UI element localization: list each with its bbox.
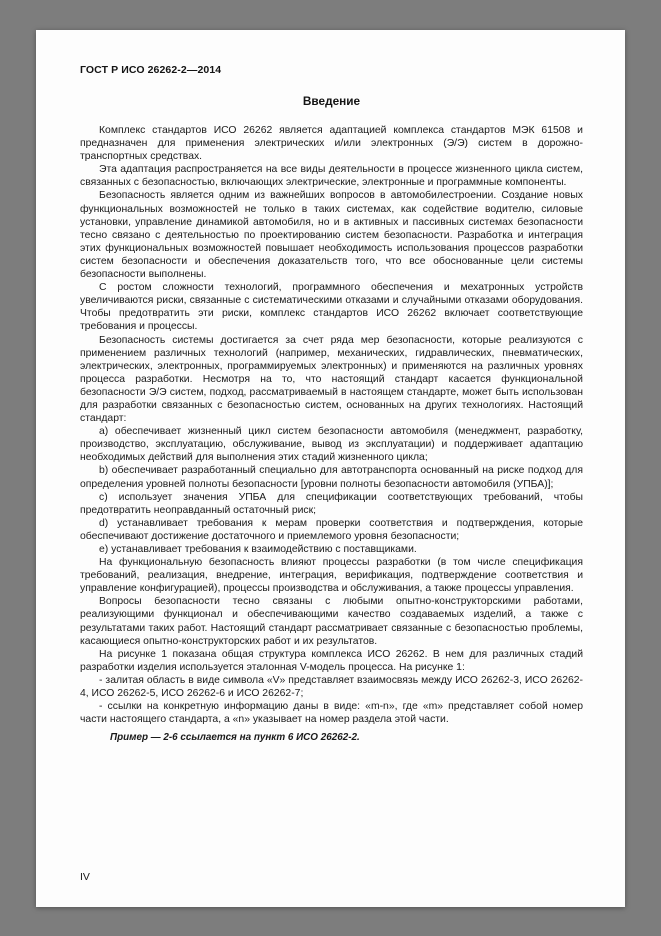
dash-item: - залитая область в виде символа «V» представляет взаимосвязь между ИСО 26262-3, ИСО 26262-4, ИСО 26262-5, ИСО 26262-6 и ИСО 26262-7;: [80, 674, 583, 700]
document-page: [36, 30, 625, 907]
paragraph: Безопасность системы достигается за счет ряда мер безопасности, которые реализуются с применением различных технологий (например, механических, гидравлических, пневматических, электрических, электронных, программируемых электронных) и применяются на различных уровнях процесса разработки. Несмотря на то, что настоящий стандарт касается функциональной безопасности Э/Э систем, подход, рассматриваемый в настоящем стандарте, может быть использован для разработки связанных с безопасностью систем, основанных на других технологиях. Настоящий стандарт:: [80, 334, 583, 425]
list-item-c: c) использует значения УПБА для спецификации соответствующих требований, чтобы предотвратить неоправданный остаточный риск;: [80, 491, 583, 516]
example-note: Пример — 2-6 ссылается на пункт 6 ИСО 26262-2.: [110, 732, 360, 744]
paragraph: Комплекс стандартов ИСО 26262 является адаптацией комплекса стандартов МЭК 61508 и предназначен для применения электрических и/или электронных (Э/Э) систем в дорожно-транспортных средствах.: [80, 125, 583, 163]
list-item-d: d) устанавливает требования к мерам проверки соответствия и подтверждения, которые обеспечивают достижение достаточного и приемлемого уровня безопасности;: [80, 517, 583, 542]
page-number: IV: [80, 871, 90, 883]
document-title: Введение: [302, 94, 361, 108]
paragraph: Безопасность является одним из важнейших вопросов в автомобилестроении. Создание новых функциональных возможностей не только в таких системах, как содействие водителю, силовые установки, управление динамикой автомобиля, но и в активных и пассивных системах безопасности тесно связано с деятельностью по проектированию систем безопасности. Разработка и интеграция этих функциональных возможностей повышает необходимость использования процессов разработки систем безопасности и обеспечения доказательств того, что все обоснованные цели системы безопасности выполнены.: [80, 190, 583, 281]
paragraph: На рисунке 1 показана общая структура комплекса ИСО 26262. В нем для различных стадий разработки изделия используется эталонная V-модель процесса. На рисунке 1:: [80, 648, 583, 673]
paragraph: Вопросы безопасности тесно связаны с любыми опытно-конструкторскими работами, реализующими функционал и обеспечивающими качество создаваемых изделий, а также с результатами таких работ. Настоящий стандарт рассматривает связанные с безопасностью проблемы, касающиеся опытно-конструкторских работ и их результатов.: [80, 596, 583, 647]
paragraph: На функциональную безопасность влияют процессы разработки (в том числе спецификация требований, реализация, внедрение, интеграция, верификация, подтверждение соответствия и управление конфигурацией), процессы производства и обслуживания, а также процессы управления.: [80, 557, 583, 595]
list-item-b: b) обеспечивает разработанный специально для автотранспорта основанный на риске подход для определения уровней полноты безопасности [уровни полноты безопасности автомобиля (УПБА)];: [80, 465, 583, 490]
dash-item: - ссылки на конкретную информацию даны в виде: «m-n», где «m» представляет собой номер части настоящего стандарта, а «n» указывает на номер раздела этой части.: [80, 701, 583, 726]
list-item-e: e) устанавливает требования к взаимодействию с поставщиками.: [99, 544, 417, 555]
paragraph: Эта адаптация распространяется на все виды деятельности в процессе жизненного цикла систем, связанных с безопасностью, включающих электрические, электронные и программные компоненты.: [80, 164, 583, 189]
list-item-a: a) обеспечивает жизненный цикл систем безопасности автомобиля (менеджмент, разработку, производство, эксплуатацию, обслуживание, вывод из эксплуатации) и поддерживает адаптацию необходимых действий для выполнения этих стадий жизненного цикла;: [80, 426, 583, 464]
paragraph: С ростом сложности технологий, программного обеспечения и мехатронных устройств увеличиваются риски, связанные с систематическими отказами и случайными отказами оборудования. Чтобы предотвратить эти риски, комплекс стандартов ИСО 26262 включает соответствующие требования и процессы.: [80, 282, 583, 333]
document-body: [80, 124, 583, 744]
document-header: ГОСТ Р ИСО 26262-2—2014: [80, 64, 222, 76]
